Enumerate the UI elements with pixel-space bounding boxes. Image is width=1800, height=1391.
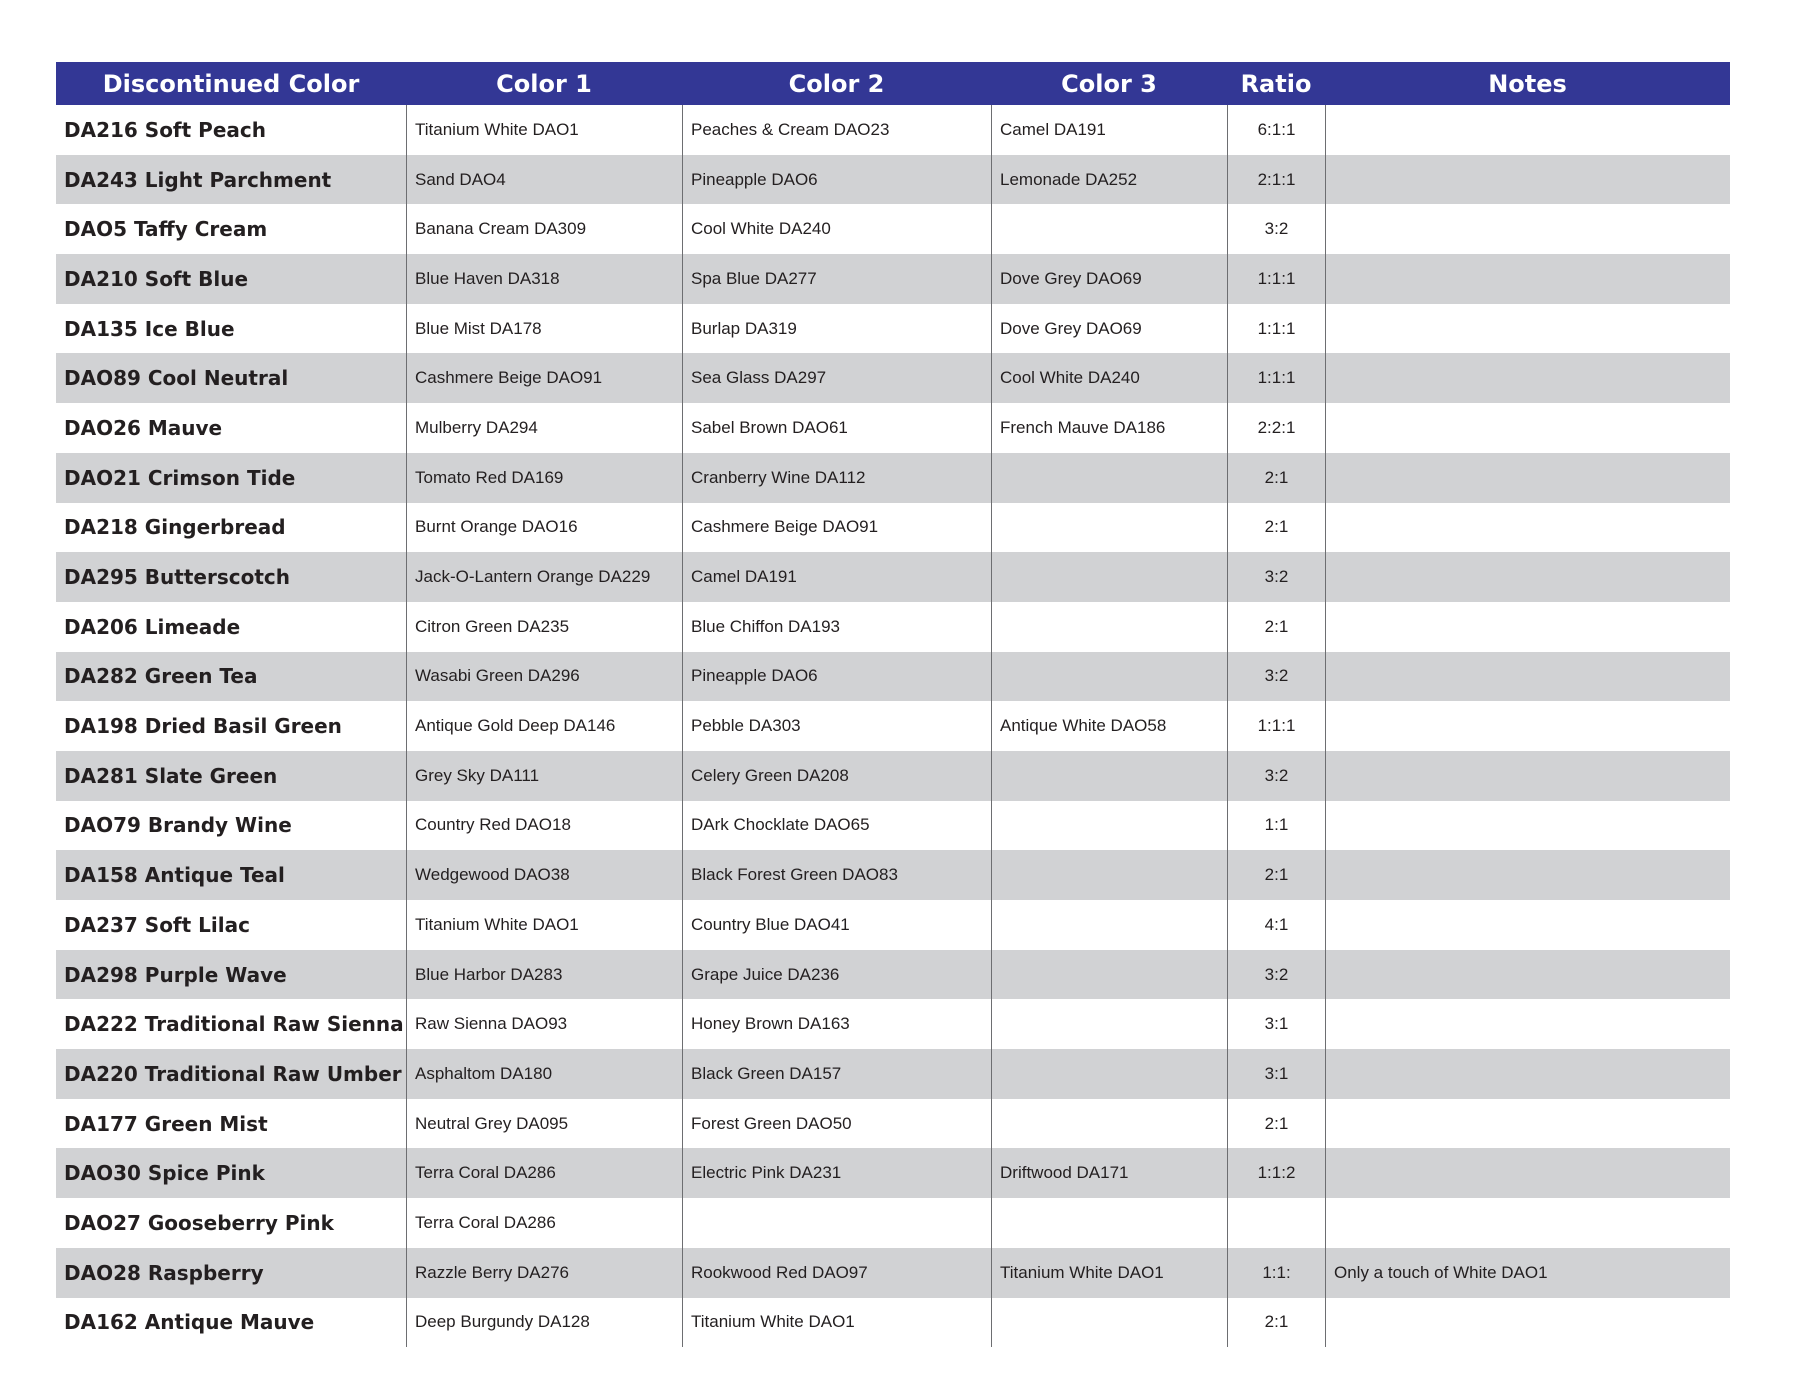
- color-2-cell: Camel DA191: [682, 552, 991, 602]
- discontinued-color-cell: DA216 Soft Peach: [64, 117, 266, 142]
- color-2-cell: Electric Pink DA231: [682, 1148, 991, 1198]
- table-row: [56, 850, 1730, 900]
- color-3-cell: Cool White DA240: [991, 353, 1227, 403]
- color-3-cell: Lemonade DA252: [991, 155, 1227, 205]
- color-2-cell: Pineapple DAO6: [682, 155, 991, 205]
- table-row: [56, 204, 1730, 254]
- notes-cell: [1325, 1198, 1730, 1248]
- ratio-cell: 6:1:1: [1227, 105, 1325, 155]
- color-1-cell: Razzle Berry DA276: [406, 1248, 682, 1298]
- ratio-cell: 3:1: [1227, 1049, 1325, 1099]
- color-2-cell: Sabel Brown DAO61: [682, 403, 991, 453]
- notes-cell: [1325, 602, 1730, 652]
- discontinued-color-cell: DAO30 Spice Pink: [64, 1161, 265, 1186]
- color-1-cell: Titanium White DAO1: [406, 900, 682, 950]
- notes-cell: [1325, 453, 1730, 503]
- notes-cell: [1325, 1298, 1730, 1348]
- ratio-cell: 2:2:1: [1227, 403, 1325, 453]
- discontinued-color-cell: DA206 Limeade: [64, 614, 241, 639]
- ratio-cell: 3:2: [1227, 950, 1325, 1000]
- notes-cell: [1325, 999, 1730, 1049]
- header-ratio: Ratio: [1240, 69, 1312, 98]
- color-2-cell: Sea Glass DA297: [682, 353, 991, 403]
- ratio-cell: 1:1:1: [1227, 353, 1325, 403]
- discontinued-color-cell: DA162 Antique Mauve: [64, 1310, 315, 1335]
- table-row: [56, 701, 1730, 751]
- color-3-cell: French Mauve DA186: [991, 403, 1227, 453]
- color-3-cell: Dove Grey DAO69: [991, 254, 1227, 304]
- color-3-cell: [991, 204, 1227, 254]
- color-2-cell: Celery Green DA208: [682, 751, 991, 801]
- color-1-cell: Jack-O-Lantern Orange DA229: [406, 552, 682, 602]
- color-3-cell: [991, 1198, 1227, 1248]
- color-1-cell: Terra Coral DA286: [406, 1148, 682, 1198]
- notes-cell: [1325, 304, 1730, 354]
- ratio-cell: 3:2: [1227, 204, 1325, 254]
- discontinued-color-cell: DA282 Green Tea: [64, 664, 258, 689]
- notes-cell: [1325, 751, 1730, 801]
- color-1-cell: Blue Haven DA318: [406, 254, 682, 304]
- color-3-cell: [991, 950, 1227, 1000]
- color-3-cell: [991, 751, 1227, 801]
- color-1-cell: Tomato Red DA169: [406, 453, 682, 503]
- header-color-2: Color 2: [788, 69, 885, 98]
- table-row: [56, 453, 1730, 503]
- ratio-cell: 3:1: [1227, 999, 1325, 1049]
- discontinued-color-cell: DA158 Antique Teal: [64, 863, 285, 888]
- color-1-cell: Asphaltom DA180: [406, 1049, 682, 1099]
- ratio-cell: 3:2: [1227, 552, 1325, 602]
- ratio-cell: 3:2: [1227, 652, 1325, 702]
- discontinued-color-cell: DA281 Slate Green: [64, 763, 278, 788]
- notes-cell: [1325, 850, 1730, 900]
- discontinued-color-cell: DAO28 Raspberry: [64, 1260, 264, 1285]
- ratio-cell: 1:1:1: [1227, 304, 1325, 354]
- color-3-cell: [991, 602, 1227, 652]
- notes-cell: [1325, 801, 1730, 851]
- color-3-cell: Driftwood DA171: [991, 1148, 1227, 1198]
- color-1-cell: Deep Burgundy DA128: [406, 1298, 682, 1348]
- color-3-cell: [991, 503, 1227, 553]
- color-2-cell: Cashmere Beige DAO91: [682, 503, 991, 553]
- color-1-cell: Blue Mist DA178: [406, 304, 682, 354]
- color-1-cell: Banana Cream DA309: [406, 204, 682, 254]
- notes-cell: [1325, 403, 1730, 453]
- table-row: [56, 403, 1730, 453]
- color-1-cell: Citron Green DA235: [406, 602, 682, 652]
- table-body: [56, 105, 1730, 1347]
- discontinued-color-cell: DA295 Butterscotch: [64, 565, 290, 590]
- ratio-cell: 2:1: [1227, 1298, 1325, 1348]
- color-3-cell: [991, 900, 1227, 950]
- ratio-cell: 4:1: [1227, 900, 1325, 950]
- color-1-cell: Neutral Grey DA095: [406, 1099, 682, 1149]
- ratio-cell: 2:1: [1227, 602, 1325, 652]
- table-row: [56, 900, 1730, 950]
- color-substitution-table: [56, 62, 1730, 1347]
- notes-cell: [1325, 701, 1730, 751]
- discontinued-color-cell: DAO89 Cool Neutral: [64, 366, 289, 391]
- discontinued-color-cell: DA243 Light Parchment: [64, 167, 332, 192]
- ratio-cell: 1:1:: [1227, 1248, 1325, 1298]
- color-2-cell: Burlap DA319: [682, 304, 991, 354]
- color-1-cell: Grey Sky DA111: [406, 751, 682, 801]
- table-row: [56, 304, 1730, 354]
- color-3-cell: Antique White DAO58: [991, 701, 1227, 751]
- notes-cell: [1325, 1099, 1730, 1149]
- header-notes: Notes: [1488, 69, 1567, 98]
- notes-cell: [1325, 155, 1730, 205]
- color-1-cell: Sand DAO4: [406, 155, 682, 205]
- discontinued-color-cell: DA222 Traditional Raw Sienna: [64, 1012, 404, 1037]
- ratio-cell: 1:1: [1227, 801, 1325, 851]
- notes-cell: [1325, 353, 1730, 403]
- ratio-cell: 2:1: [1227, 1099, 1325, 1149]
- color-3-cell: [991, 1099, 1227, 1149]
- color-1-cell: Titanium White DAO1: [406, 105, 682, 155]
- ratio-cell: 2:1: [1227, 453, 1325, 503]
- color-1-cell: Wasabi Green DA296: [406, 652, 682, 702]
- color-2-cell: Blue Chiffon DA193: [682, 602, 991, 652]
- color-2-cell: Pineapple DAO6: [682, 652, 991, 702]
- notes-cell: [1325, 1049, 1730, 1099]
- color-3-cell: [991, 999, 1227, 1049]
- notes-cell: [1325, 204, 1730, 254]
- ratio-cell: 2:1: [1227, 503, 1325, 553]
- table-header: [56, 62, 1730, 105]
- color-3-cell: [991, 552, 1227, 602]
- color-2-cell: Cool White DA240: [682, 204, 991, 254]
- table-row: [56, 1248, 1730, 1298]
- table-row: [56, 652, 1730, 702]
- color-3-cell: [991, 453, 1227, 503]
- discontinued-color-cell: DA218 Gingerbread: [64, 515, 286, 540]
- notes-cell: Only a touch of White DAO1: [1325, 1248, 1730, 1298]
- color-2-cell: Black Forest Green DAO83: [682, 850, 991, 900]
- table-row: [56, 1298, 1730, 1348]
- color-1-cell: Cashmere Beige DAO91: [406, 353, 682, 403]
- table-row: [56, 1198, 1730, 1248]
- color-1-cell: Blue Harbor DA283: [406, 950, 682, 1000]
- color-1-cell: Terra Coral DA286: [406, 1198, 682, 1248]
- color-2-cell: Spa Blue DA277: [682, 254, 991, 304]
- color-3-cell: [991, 1049, 1227, 1099]
- color-3-cell: [991, 801, 1227, 851]
- discontinued-color-cell: DA220 Traditional Raw Umber: [64, 1061, 402, 1086]
- color-2-cell: [682, 1198, 991, 1248]
- notes-cell: [1325, 254, 1730, 304]
- color-1-cell: Wedgewood DAO38: [406, 850, 682, 900]
- notes-cell: [1325, 105, 1730, 155]
- notes-cell: [1325, 900, 1730, 950]
- discontinued-color-cell: DAO27 Gooseberry Pink: [64, 1210, 334, 1235]
- notes-cell: [1325, 503, 1730, 553]
- table-row: [56, 1049, 1730, 1099]
- table-row: [56, 353, 1730, 403]
- color-2-cell: DArk Chocklate DAO65: [682, 801, 991, 851]
- discontinued-color-cell: DA177 Green Mist: [64, 1111, 268, 1136]
- ratio-cell: 1:1:1: [1227, 701, 1325, 751]
- color-1-cell: Mulberry DA294: [406, 403, 682, 453]
- table-row: [56, 503, 1730, 553]
- color-1-cell: Burnt Orange DAO16: [406, 503, 682, 553]
- header-color-3: Color 3: [1061, 69, 1157, 98]
- discontinued-color-cell: DA198 Dried Basil Green: [64, 714, 342, 739]
- table-row: [56, 105, 1730, 155]
- notes-cell: [1325, 552, 1730, 602]
- color-2-cell: Cranberry Wine DA112: [682, 453, 991, 503]
- color-2-cell: Titanium White DAO1: [682, 1298, 991, 1348]
- table-row: [56, 1099, 1730, 1149]
- discontinued-color-cell: DAO5 Taffy Cream: [64, 217, 268, 242]
- discontinued-color-cell: DAO21 Crimson Tide: [64, 465, 296, 490]
- ratio-cell: 1:1:2: [1227, 1148, 1325, 1198]
- notes-cell: [1325, 950, 1730, 1000]
- color-1-cell: Raw Sienna DAO93: [406, 999, 682, 1049]
- notes-cell: [1325, 652, 1730, 702]
- discontinued-color-cell: DA210 Soft Blue: [64, 266, 249, 291]
- table-row: [56, 254, 1730, 304]
- color-2-cell: Forest Green DAO50: [682, 1099, 991, 1149]
- color-3-cell: Titanium White DAO1: [991, 1248, 1227, 1298]
- table-row: [56, 801, 1730, 851]
- color-3-cell: [991, 652, 1227, 702]
- header-color-1: Color 1: [496, 69, 592, 98]
- color-1-cell: Country Red DAO18: [406, 801, 682, 851]
- table-row: [56, 950, 1730, 1000]
- table-row: [56, 155, 1730, 205]
- table-row: [56, 999, 1730, 1049]
- ratio-cell: 3:2: [1227, 751, 1325, 801]
- notes-cell: [1325, 1148, 1730, 1198]
- table-row: [56, 602, 1730, 652]
- ratio-cell: [1227, 1198, 1325, 1248]
- discontinued-color-cell: DAO26 Mauve: [64, 415, 223, 440]
- color-3-cell: Dove Grey DAO69: [991, 304, 1227, 354]
- color-1-cell: Antique Gold Deep DA146: [406, 701, 682, 751]
- color-2-cell: Grape Juice DA236: [682, 950, 991, 1000]
- color-2-cell: Honey Brown DA163: [682, 999, 991, 1049]
- table-row: [56, 1148, 1730, 1198]
- color-2-cell: Pebble DA303: [682, 701, 991, 751]
- color-2-cell: Peaches & Cream DAO23: [682, 105, 991, 155]
- color-2-cell: Black Green DA157: [682, 1049, 991, 1099]
- table-row: [56, 552, 1730, 602]
- discontinued-color-cell: DA237 Soft Lilac: [64, 912, 250, 937]
- discontinued-color-cell: DA135 Ice Blue: [64, 316, 235, 341]
- color-3-cell: [991, 850, 1227, 900]
- color-3-cell: Camel DA191: [991, 105, 1227, 155]
- ratio-cell: 2:1:1: [1227, 155, 1325, 205]
- table-row: [56, 751, 1730, 801]
- ratio-cell: 2:1: [1227, 850, 1325, 900]
- color-2-cell: Country Blue DAO41: [682, 900, 991, 950]
- color-3-cell: [991, 1298, 1227, 1348]
- ratio-cell: 1:1:1: [1227, 254, 1325, 304]
- header-discontinued-color: Discontinued Color: [102, 69, 360, 98]
- discontinued-color-cell: DAO79 Brandy Wine: [64, 813, 292, 838]
- color-2-cell: Rookwood Red DAO97: [682, 1248, 991, 1298]
- discontinued-color-cell: DA298 Purple Wave: [64, 962, 287, 987]
